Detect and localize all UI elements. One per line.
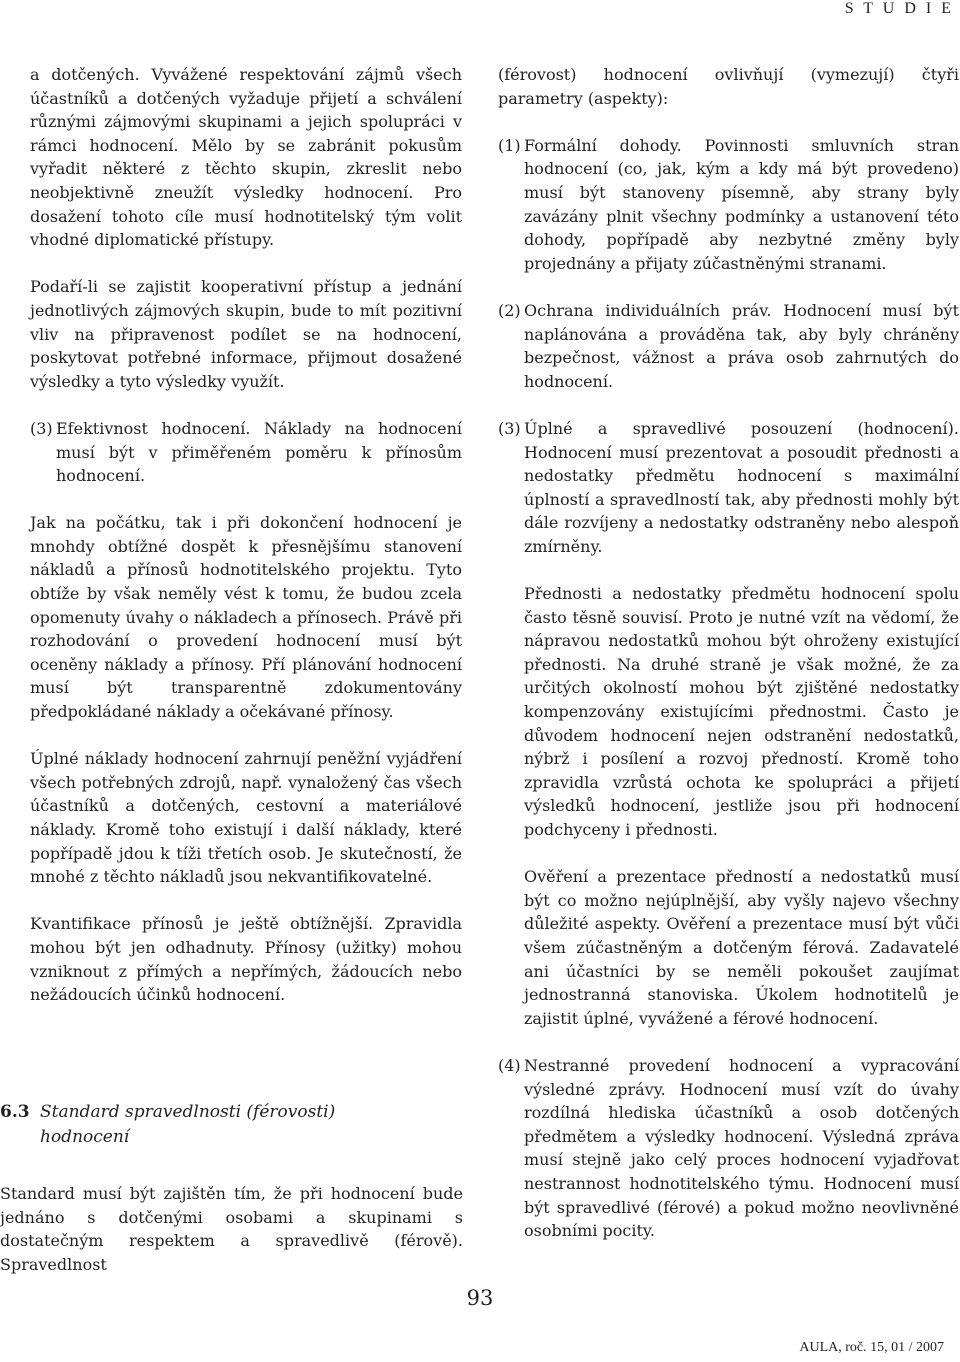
item3-continuation [524, 582, 959, 1030]
list-item-efektivnost [30, 417, 462, 488]
section-number: 6.3 [0, 1102, 30, 1122]
section-heading [0, 1100, 462, 1150]
left-paragraph-2: Podaří-li se zajistit kooperativní přístup a jednání jednotlivých zájmových skupin, bude to mít pozitivní vliv na připravenost podílet se na hodnocení, poskytovat potřebné informace, přijmout dosažené výsledky a tyto výsledky využít. [30, 277, 462, 391]
list-item-text: Úplné a spravedlivé posouzení (hodnocení). Hodnocení musí prezentovat a posoudit přednosti a nedostatky předmětu hodnocení s maximální úplností a spravedlností tak, aby přednosti mohly být dále rozvíjeny a nedostatky odstraněny nebo alespoň zmírněny. [524, 418, 959, 556]
running-header: S T U D I E [844, 0, 954, 17]
list-item-uplne-posouzeni [498, 417, 959, 559]
left-paragraph-1: a dotčených. Vyvážené respektování zájmů všech účastníků a dotčených vyžaduje přijetí a schválení různými zájmovými skupinami a jejich spolupráci v rámci hodnocení. Mělo by se zabránit pokusům vyřadit některé z těchto skupin, zkreslit nebo neobjektivně zneužít výsledky hodnocení. Pro dosažení tohoto cíle musí hodnotitelský tým volit vhodné diplomatické přístupy. [30, 65, 462, 250]
page-number: 93 [466, 1286, 494, 1310]
list-item-text: Ochrana individuálních práv. Hodnocení musí být naplánována a prováděna tak, aby byly chráněny bezpečnost, vážnost a práva osob zahrnutých do hodnocení. [524, 300, 959, 391]
list-item-number: (3) [498, 418, 521, 438]
list-item-text: Nestranné provedení hodnocení a vypracování výsledné zprávy. Hodnocení musí vzít do úvahy rozdílná hlediska účastníků a osob dotčených předmětem a výsledky hodnocení. Výsledná zpráva musí stejně jako celý proces hodnocení vyjadřovat nestrannost hodnotitelského týmu. Hodnocení musí být spravedlivé (férové) a pokud možno neovlivněné osobními pocity. [524, 1055, 959, 1241]
right-paragraph-prednosti: Přednosti a nedostatky předmětu hodnocení spolu často těsně souvisí. Proto je nutné vzít na vědomí, že nápravou nedostatků mohou být ohroženy existující přednosti. Na druhé straně je však možné, že za určitých okolností mohou být zjištěné nedostatky kompenzovány existujícími přednostmi. Často je důvodem hodnocení nejen odstranění nedostatků, nýbrž i posílení a rozvoj předností. Kromě toho zpravidla vzrůstá ochota ke spolupráci a přijetí výsledků hodnocení, jestliže jsou při hodnocení podchyceny i přednosti. [524, 584, 959, 839]
list-item-number: (1) [498, 135, 521, 155]
left-paragraph-5: Kvantifikace přínosů je ještě obtížnější. Zpravidla mohou být jen odhadnuty. Přínosy (užitky) mohou vzniknout z přímých a nepřímých, žádoucích nebo nežádoucích účinků hodnocení. [30, 914, 462, 1005]
list-item-nestranne-provedeni [498, 1054, 959, 1243]
right-paragraph-overeni: Ověření a prezentace předností a nedostatků musí být co možno nejúplnější, aby vyšly najevo všechny důležité aspekty. Ověření a prezentace musí být vůči všem zúčastněným a dotčeným férová. Zadavatelé ani účastníci by se neměli pokoušet zaujímat jednostranná stanoviska. Úkolem hodnotitelů je zajistit úplné, vyvážené a férové hodnocení. [524, 867, 959, 1028]
list-item-text: Efektivnost hodnocení. Náklady na hodnocení musí být v přiměřeném poměru k přínosům hodnocení. [56, 418, 462, 486]
list-item-number: (4) [498, 1055, 521, 1075]
section-body: Standard musí být zajištěn tím, že při hodnocení bude jednáno s dotčenými osobami a skupinami s dostatečným respektem a spravedlivě (férově). Spravedlnost [0, 1184, 463, 1274]
list-item-formalni-dohody [498, 134, 959, 276]
right-intro: (férovost) hodnocení ovlivňují (vymezují) čtyři parametry (aspekty): [498, 65, 959, 108]
section-title: Standard spravedlnosti (férovosti) hodnocení [40, 1102, 336, 1147]
left-paragraph-3: Jak na počátku, tak i při dokončení hodnocení je mnohdy obtížné dospět k přesnějšímu stanovení nákladů a přínosů hodnotitelského projektu. Tyto obtíže by však neměly vést k tomu, že budou zcela opomenuty úvahy o nákladech a přínosech. Právě při rozhodování o provedení hodnocení musí být oceněny náklady a přínosy. Pří plánování hodnocení musí být transparentně zdokumentovány předpokládané náklady a očekávané přínosy. [30, 513, 462, 722]
list-item-number: (2) [498, 300, 521, 320]
left-paragraph-4: Úplné náklady hodnocení zahrnují peněžní vyjádření všech potřebných zdrojů, např. vynaložený čas všech účastníků a dotčených, cestovní a materiálové náklady. Kromě toho existují i další náklady, které popřípadě jdou k tíži třetích osob. Je skutečností, že mnohé z těchto nákladů jsou nekvantifikovatelné. [30, 749, 462, 887]
list-item-ochrana-prav [498, 299, 959, 393]
list-item-number: (3) [30, 418, 53, 438]
left-column [30, 63, 462, 1030]
list-item-text: Formální dohody. Povinnosti smluvních stran hodnocení (co, jak, kým a kdy má být provedeno) musí být stanoveny písemně, aby strany byly zavázány plnit všechny podmínky a ustanovení této dohody, popřípadě aby nezbytné změny byly projednány a přijaty zúčastněnými stranami. [524, 135, 959, 273]
right-column [498, 63, 959, 1266]
footer-citation: AULA, roč. 15, 01 / 2007 [799, 1340, 944, 1355]
